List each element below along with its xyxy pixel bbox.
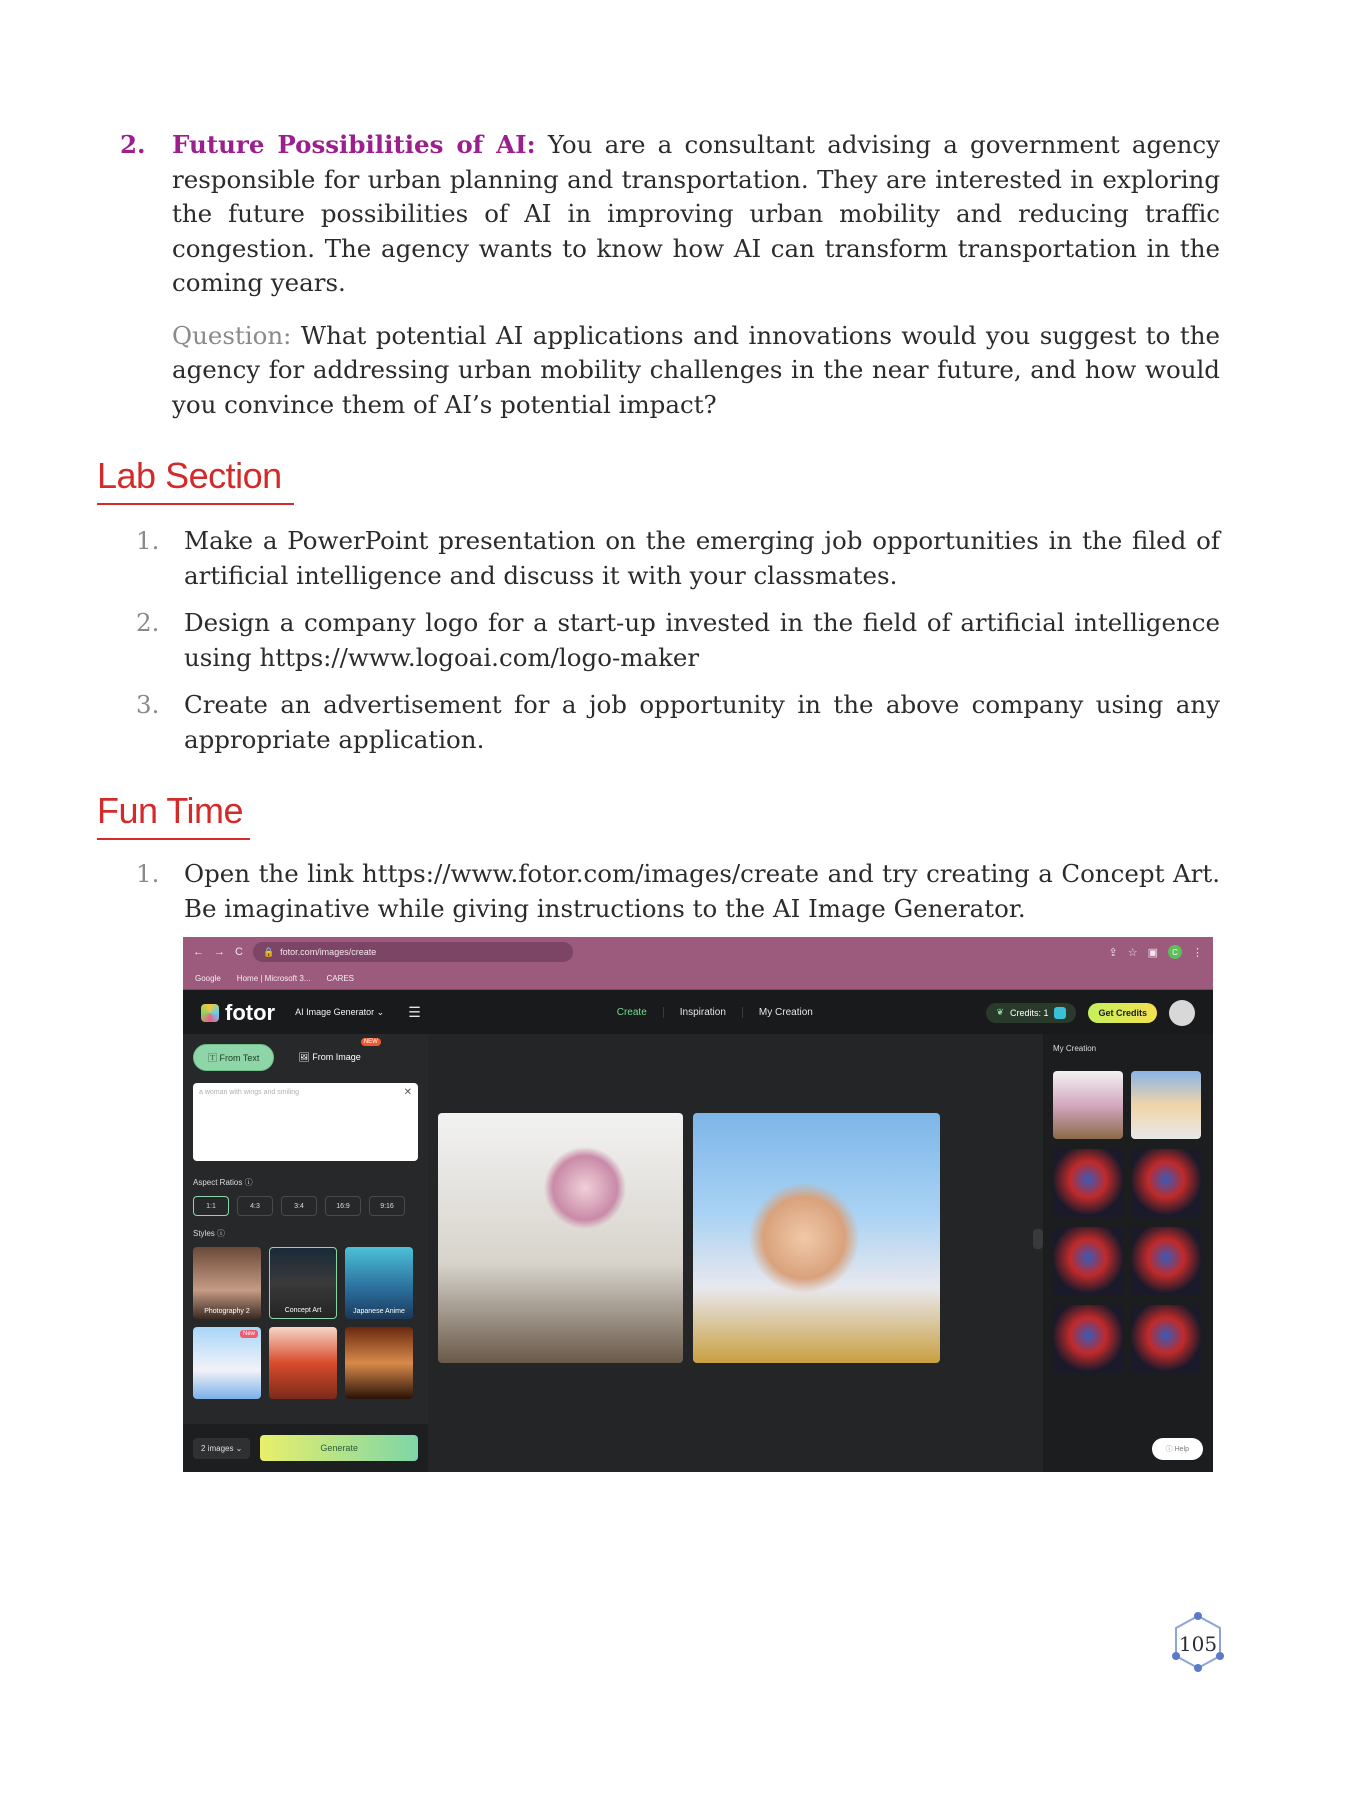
- ratio-option[interactable]: 9:16: [369, 1196, 405, 1216]
- heading-underline: [97, 503, 294, 505]
- back-icon[interactable]: ←: [193, 946, 204, 958]
- item-title: Future Possibilities of AI:: [172, 130, 536, 159]
- style-option[interactable]: [269, 1327, 337, 1399]
- aspect-ratios-label: [193, 1177, 418, 1188]
- info-icon: ⓘ: [244, 1178, 253, 1187]
- user-avatar[interactable]: [1169, 1000, 1195, 1026]
- ratio-option[interactable]: 4:3: [237, 1196, 273, 1216]
- logo-text: fotor: [225, 999, 276, 1025]
- address-bar[interactable]: [253, 942, 573, 962]
- list-number: 1.: [136, 526, 160, 555]
- generate-bar: [183, 1424, 428, 1472]
- heading-underline: [97, 838, 250, 840]
- lab-section-title: Lab Section: [97, 455, 282, 496]
- fun-time-title: Fun Time: [97, 790, 244, 831]
- share-icon[interactable]: ⇪: [1108, 946, 1118, 959]
- fotor-screenshot: [183, 937, 1213, 1472]
- workspace: [183, 1034, 1213, 1472]
- panel-toggle-handle[interactable]: [1033, 1229, 1043, 1249]
- help-button[interactable]: [1152, 1438, 1203, 1460]
- nav-create[interactable]: Create: [601, 1007, 664, 1018]
- browser-actions: [1109, 945, 1204, 959]
- credits-text: Credits: 1: [1009, 1007, 1049, 1018]
- star-icon[interactable]: ☆: [1127, 946, 1138, 959]
- question-paragraph: [172, 319, 1220, 423]
- style-options: [193, 1247, 418, 1399]
- list-text: Open the link https://www.fotor.com/images/create and try creating a Concept Art. Be imaginative while giving instructions to the AI Image Generator.: [184, 859, 1220, 923]
- creation-thumbnails: [1053, 1071, 1203, 1373]
- aspect-ratio-options: [193, 1196, 418, 1216]
- list-item: [136, 688, 1220, 757]
- help-icon: ⓘ: [1165, 1446, 1175, 1453]
- my-creation-panel: [1043, 1034, 1213, 1472]
- creation-thumbnail[interactable]: [1131, 1227, 1201, 1295]
- bookmark-item[interactable]: Home | Microsoft 3...: [236, 973, 311, 983]
- hamburger-menu-icon[interactable]: ☰: [408, 1004, 421, 1020]
- list-item: [136, 524, 1220, 593]
- image-icon: 🖼: [298, 1052, 313, 1062]
- get-credits-button[interactable]: Get Credits: [1088, 1003, 1157, 1023]
- style-option[interactable]: [193, 1327, 261, 1399]
- info-icon: ⓘ: [217, 1229, 226, 1238]
- creation-thumbnail[interactable]: [1131, 1305, 1201, 1373]
- label-text: Aspect Ratios: [193, 1178, 243, 1187]
- bookmark-item[interactable]: Google: [195, 973, 221, 983]
- style-caption: Concept Art: [284, 1307, 322, 1314]
- list-text: Create an advertisement for a job opportunity in the above company using any appropriate application.: [184, 690, 1220, 754]
- forward-icon[interactable]: →: [214, 946, 225, 958]
- generator-dropdown[interactable]: AI Image Generator ⌄: [295, 1007, 385, 1017]
- clear-icon[interactable]: ✕: [403, 1087, 412, 1098]
- fun-time-heading: [97, 790, 243, 832]
- main-nav: [601, 1007, 829, 1018]
- list-item: [136, 857, 1220, 926]
- creation-thumbnail[interactable]: [1053, 1149, 1123, 1217]
- lab-section-heading: [97, 455, 282, 497]
- prompt-text: a woman with wings and smiling: [199, 1089, 299, 1096]
- tab-from-text[interactable]: [193, 1044, 274, 1071]
- question-label: Question:: [172, 320, 292, 350]
- bookmarks-bar: [183, 967, 1213, 990]
- lab-list: [136, 524, 1220, 770]
- list-number: 1.: [136, 859, 160, 888]
- style-japanese-anime[interactable]: [345, 1247, 413, 1319]
- styles-label: [193, 1228, 418, 1239]
- reload-icon[interactable]: C: [235, 946, 243, 958]
- creation-thumbnail[interactable]: [1131, 1071, 1201, 1139]
- credits-pill[interactable]: [986, 1003, 1076, 1023]
- browser-toolbar: [183, 937, 1213, 967]
- lock-icon: 🔒: [262, 946, 275, 957]
- text-icon: 🅃: [208, 1053, 220, 1063]
- style-photography[interactable]: [193, 1247, 261, 1319]
- fun-list: [136, 857, 1220, 939]
- menu-kebab-icon[interactable]: ⋮: [1192, 946, 1203, 959]
- list-number: 3.: [136, 690, 160, 719]
- label-text: Styles: [193, 1229, 215, 1238]
- style-concept-art[interactable]: [269, 1247, 337, 1319]
- sidepanel-icon[interactable]: ▣: [1147, 946, 1158, 959]
- list-text: Make a PowerPoint presentation on the emerging job opportunities in the filed of artificial intelligence and discuss it with your classmates.: [184, 526, 1220, 590]
- nav-my-creation[interactable]: My Creation: [758, 1007, 813, 1018]
- question-text: What potential AI applications and innovations would you suggest to the agency for addressing urban mobility challenges in the near future, and how would you convince them of AI’s potential impact?: [172, 320, 1220, 419]
- list-number: 2.: [136, 608, 160, 637]
- new-badge: NEW: [361, 1038, 381, 1046]
- result-canvas: [428, 1034, 1043, 1472]
- address-text: fotor.com/images/create: [280, 947, 377, 957]
- image-count-select[interactable]: 2 images ⌄: [193, 1438, 250, 1459]
- tab-label: From Text: [219, 1053, 260, 1063]
- page-number: 105: [1178, 1632, 1218, 1656]
- style-caption: Photography 2: [204, 1308, 250, 1315]
- credit-icon: [1054, 1007, 1066, 1019]
- fotor-header: [183, 990, 1213, 1035]
- creation-thumbnail[interactable]: [1053, 1227, 1123, 1295]
- item-number: 2.: [120, 130, 146, 159]
- input-mode-tabs: [193, 1039, 418, 1071]
- logo-mark-icon: [201, 1004, 219, 1022]
- fotor-logo[interactable]: [201, 1000, 275, 1026]
- style-caption: Japanese Anime: [353, 1308, 405, 1315]
- prompt-input[interactable]: [193, 1083, 418, 1161]
- style-option[interactable]: [345, 1327, 413, 1399]
- scenario-paragraph: [172, 128, 1220, 301]
- scenario-text: You are a consultant advising a government agency responsible for urban planning and transportation. They are interested in exploring the future possibilities of AI in improving urban mobility and reducing traffic congestion. The agency wants to know how AI can transform transportation in the coming years.: [172, 130, 1220, 297]
- ratio-option[interactable]: 3:4: [281, 1196, 317, 1216]
- tab-from-image[interactable]: [284, 1039, 378, 1069]
- creation-thumbnail[interactable]: [1053, 1305, 1123, 1373]
- list-text: Design a company logo for a start-up invested in the field of artificial intelligence using https://www.logoai.com/logo-maker: [184, 608, 1220, 672]
- leaf-icon: ❦: [996, 1007, 1004, 1017]
- generated-image-angel-1[interactable]: [438, 1113, 683, 1363]
- creation-thumbnail[interactable]: [1053, 1071, 1123, 1139]
- nav-inspiration[interactable]: Inspiration: [664, 1007, 743, 1018]
- future-possibilities-block: [120, 128, 1220, 422]
- ratio-option[interactable]: 1:1: [193, 1196, 229, 1216]
- generate-button[interactable]: Generate: [260, 1435, 418, 1461]
- bookmark-item[interactable]: CARES: [326, 973, 355, 983]
- creation-thumbnail[interactable]: [1131, 1149, 1201, 1217]
- profile-icon[interactable]: C: [1168, 945, 1182, 959]
- page-number-badge: [1168, 1610, 1228, 1676]
- generated-image-angel-2[interactable]: [693, 1113, 940, 1363]
- tab-label: From Image: [312, 1052, 361, 1062]
- ratio-option[interactable]: 16:9: [325, 1196, 361, 1216]
- my-creation-title: My Creation: [1053, 1044, 1097, 1053]
- list-item: [136, 606, 1220, 675]
- new-badge: New: [240, 1330, 258, 1338]
- help-label: Help: [1174, 1446, 1189, 1453]
- left-panel: [183, 1034, 428, 1472]
